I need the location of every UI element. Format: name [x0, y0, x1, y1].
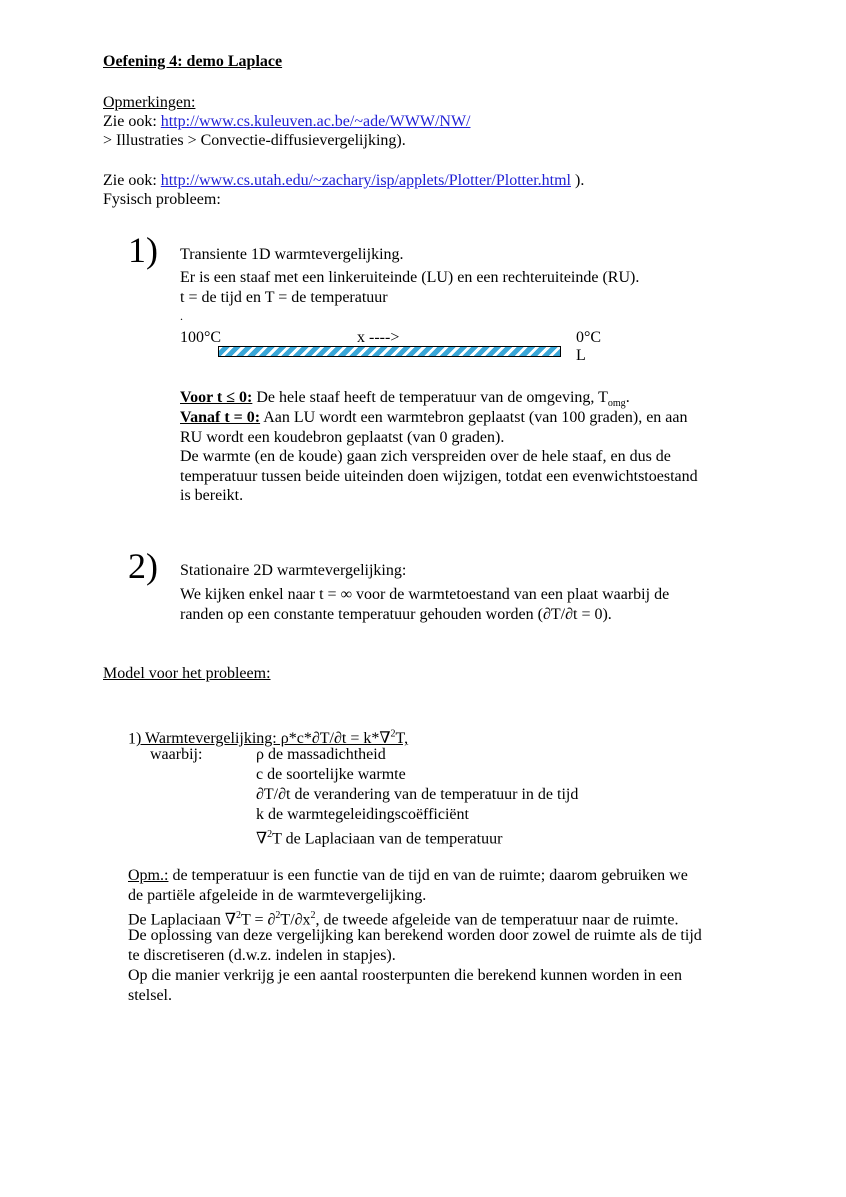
left-temperature-label: 100°C — [180, 329, 222, 346]
equation-end: T, — [395, 730, 409, 748]
definition-k: k de warmtegeleidingscoëfficiënt — [256, 806, 469, 823]
lap-sup-2: 2 — [275, 910, 281, 921]
equation-superscript: 2 — [390, 729, 396, 740]
opm-line-2: de partiële afgeleide in de warmtevergelijking. — [128, 887, 427, 904]
lap-part-c: T/∂x — [280, 911, 311, 929]
nabla-superscript: 2 — [267, 829, 273, 840]
problem-1-para-3: is bereikt. — [180, 487, 244, 504]
problem-1-title: Transiente 1D warmtevergelijking. — [180, 246, 404, 263]
opm-text-1: de temperatuur is een functie van de tijd en van de ruimte; daarom gebruiken we — [168, 867, 688, 884]
omg-subscript: omg — [607, 398, 626, 410]
before-text: De hele staaf heeft de temperatuur van de omgeving, T — [256, 389, 608, 406]
before-end: . — [625, 389, 630, 406]
rod-length-label: L — [576, 347, 586, 364]
model-heading: Model voor het probleem: — [103, 665, 271, 682]
problem-1-line-1: Er is een staaf met een linkeruiteinde (LU) en een rechteruiteinde (RU). — [180, 269, 640, 286]
definition-c: c de soortelijke warmte — [256, 766, 406, 783]
see-also-line-2 — [103, 171, 584, 191]
problem-2-line-1: We kijken enkel naar t = ∞ voor de warmtetoestand van een plaat waarbij de — [180, 586, 670, 603]
path-line: > Illustraties > Convectie-diffusievergelijking). — [103, 132, 406, 149]
problem-2-title: Stationaire 2D warmtevergelijking: — [180, 562, 407, 579]
utah-link[interactable]: http://www.cs.utah.edu/~zachary/isp/applets/Plotter/Plotter.html — [160, 172, 571, 189]
page-title: Oefening 4: demo Laplace — [103, 53, 283, 70]
from-condition-line — [180, 408, 688, 428]
see-also-label: Zie ook: — [103, 113, 157, 130]
from-text: Aan LU wordt een warmtebron geplaatst (van 100 graden), en aan — [263, 409, 688, 426]
before-label: Voor t ≤ 0: — [180, 389, 253, 406]
laplacian-definition-text: T de Laplaciaan van de temperatuur — [272, 830, 503, 848]
see-also-label-2: Zie ook: — [103, 172, 157, 189]
problem-2-line-2: randen op een constante temperatuur gehouden worden (∂T/∂t = 0). — [180, 606, 612, 623]
definition-rho: ρ de massadichtheid — [256, 746, 386, 763]
opm-line-1 — [128, 866, 688, 886]
lap-part-a: De Laplaciaan ∇ — [128, 911, 236, 929]
lap-sup-1: 2 — [236, 910, 241, 921]
from-text-line-2: RU wordt een koudebron geplaatst (van 0 graden). — [180, 429, 505, 446]
lap-sup-3: 2 — [310, 910, 316, 921]
right-temperature-label: 0°C — [576, 329, 602, 346]
problem-1-dot: . — [180, 309, 183, 323]
solution-line-4: stelsel. — [128, 987, 172, 1004]
problem-2-number: 2) — [128, 546, 158, 586]
see-also-line-1 — [103, 112, 471, 132]
nabla-symbol: ∇ — [256, 830, 268, 848]
link2-suffix: ). — [574, 172, 585, 189]
rod-diagram — [218, 346, 561, 357]
solution-line-2: te discretiseren (d.w.z. indelen in stapjes). — [128, 947, 396, 964]
equation-number: 1 — [128, 730, 136, 748]
from-label: Vanaf t = 0: — [180, 409, 261, 426]
kuleuven-link[interactable]: http://www.cs.kuleuven.ac.be/~ade/WWW/NW/ — [160, 113, 471, 130]
solution-line-3: Op die manier verkrijg je een aantal roosterpunten die berekend kunnen worden in een — [128, 967, 683, 984]
problem-1-line-2: t = de tijd en T = de temperatuur — [180, 289, 388, 306]
problem-1-number: 1) — [128, 230, 158, 270]
definition-dtdt: ∂T/∂t de verandering van de temperatuur in de tijd — [256, 786, 579, 803]
where-label: waarbij: — [150, 746, 203, 763]
remarks-heading: Opmerkingen: — [103, 94, 196, 111]
problem-1-para-2: temperatuur tussen beide uiteinden doen wijzigen, totdat een evenwichtstoestand — [180, 468, 698, 485]
lap-part-d: , de tweede afgeleide van de temperatuur naar de ruimte. — [315, 911, 679, 929]
solution-line-1: De oplossing van deze vergelijking kan berekend worden door zowel de ruimte als de tijd — [128, 927, 702, 944]
physical-problem-label: Fysisch probleem: — [103, 191, 221, 208]
opm-label: Opm.: — [128, 867, 169, 884]
lap-part-b: T = ∂ — [241, 911, 276, 929]
equation-text: ) Warmtevergelijking: ρ*c*∂T/∂t = k*∇ — [136, 730, 391, 748]
definition-laplacian — [256, 825, 502, 849]
x-direction-label: x ----> — [357, 329, 400, 346]
problem-1-para-1: De warmte (en de koude) gaan zich verspreiden over de hele staaf, en dus de — [180, 448, 671, 465]
